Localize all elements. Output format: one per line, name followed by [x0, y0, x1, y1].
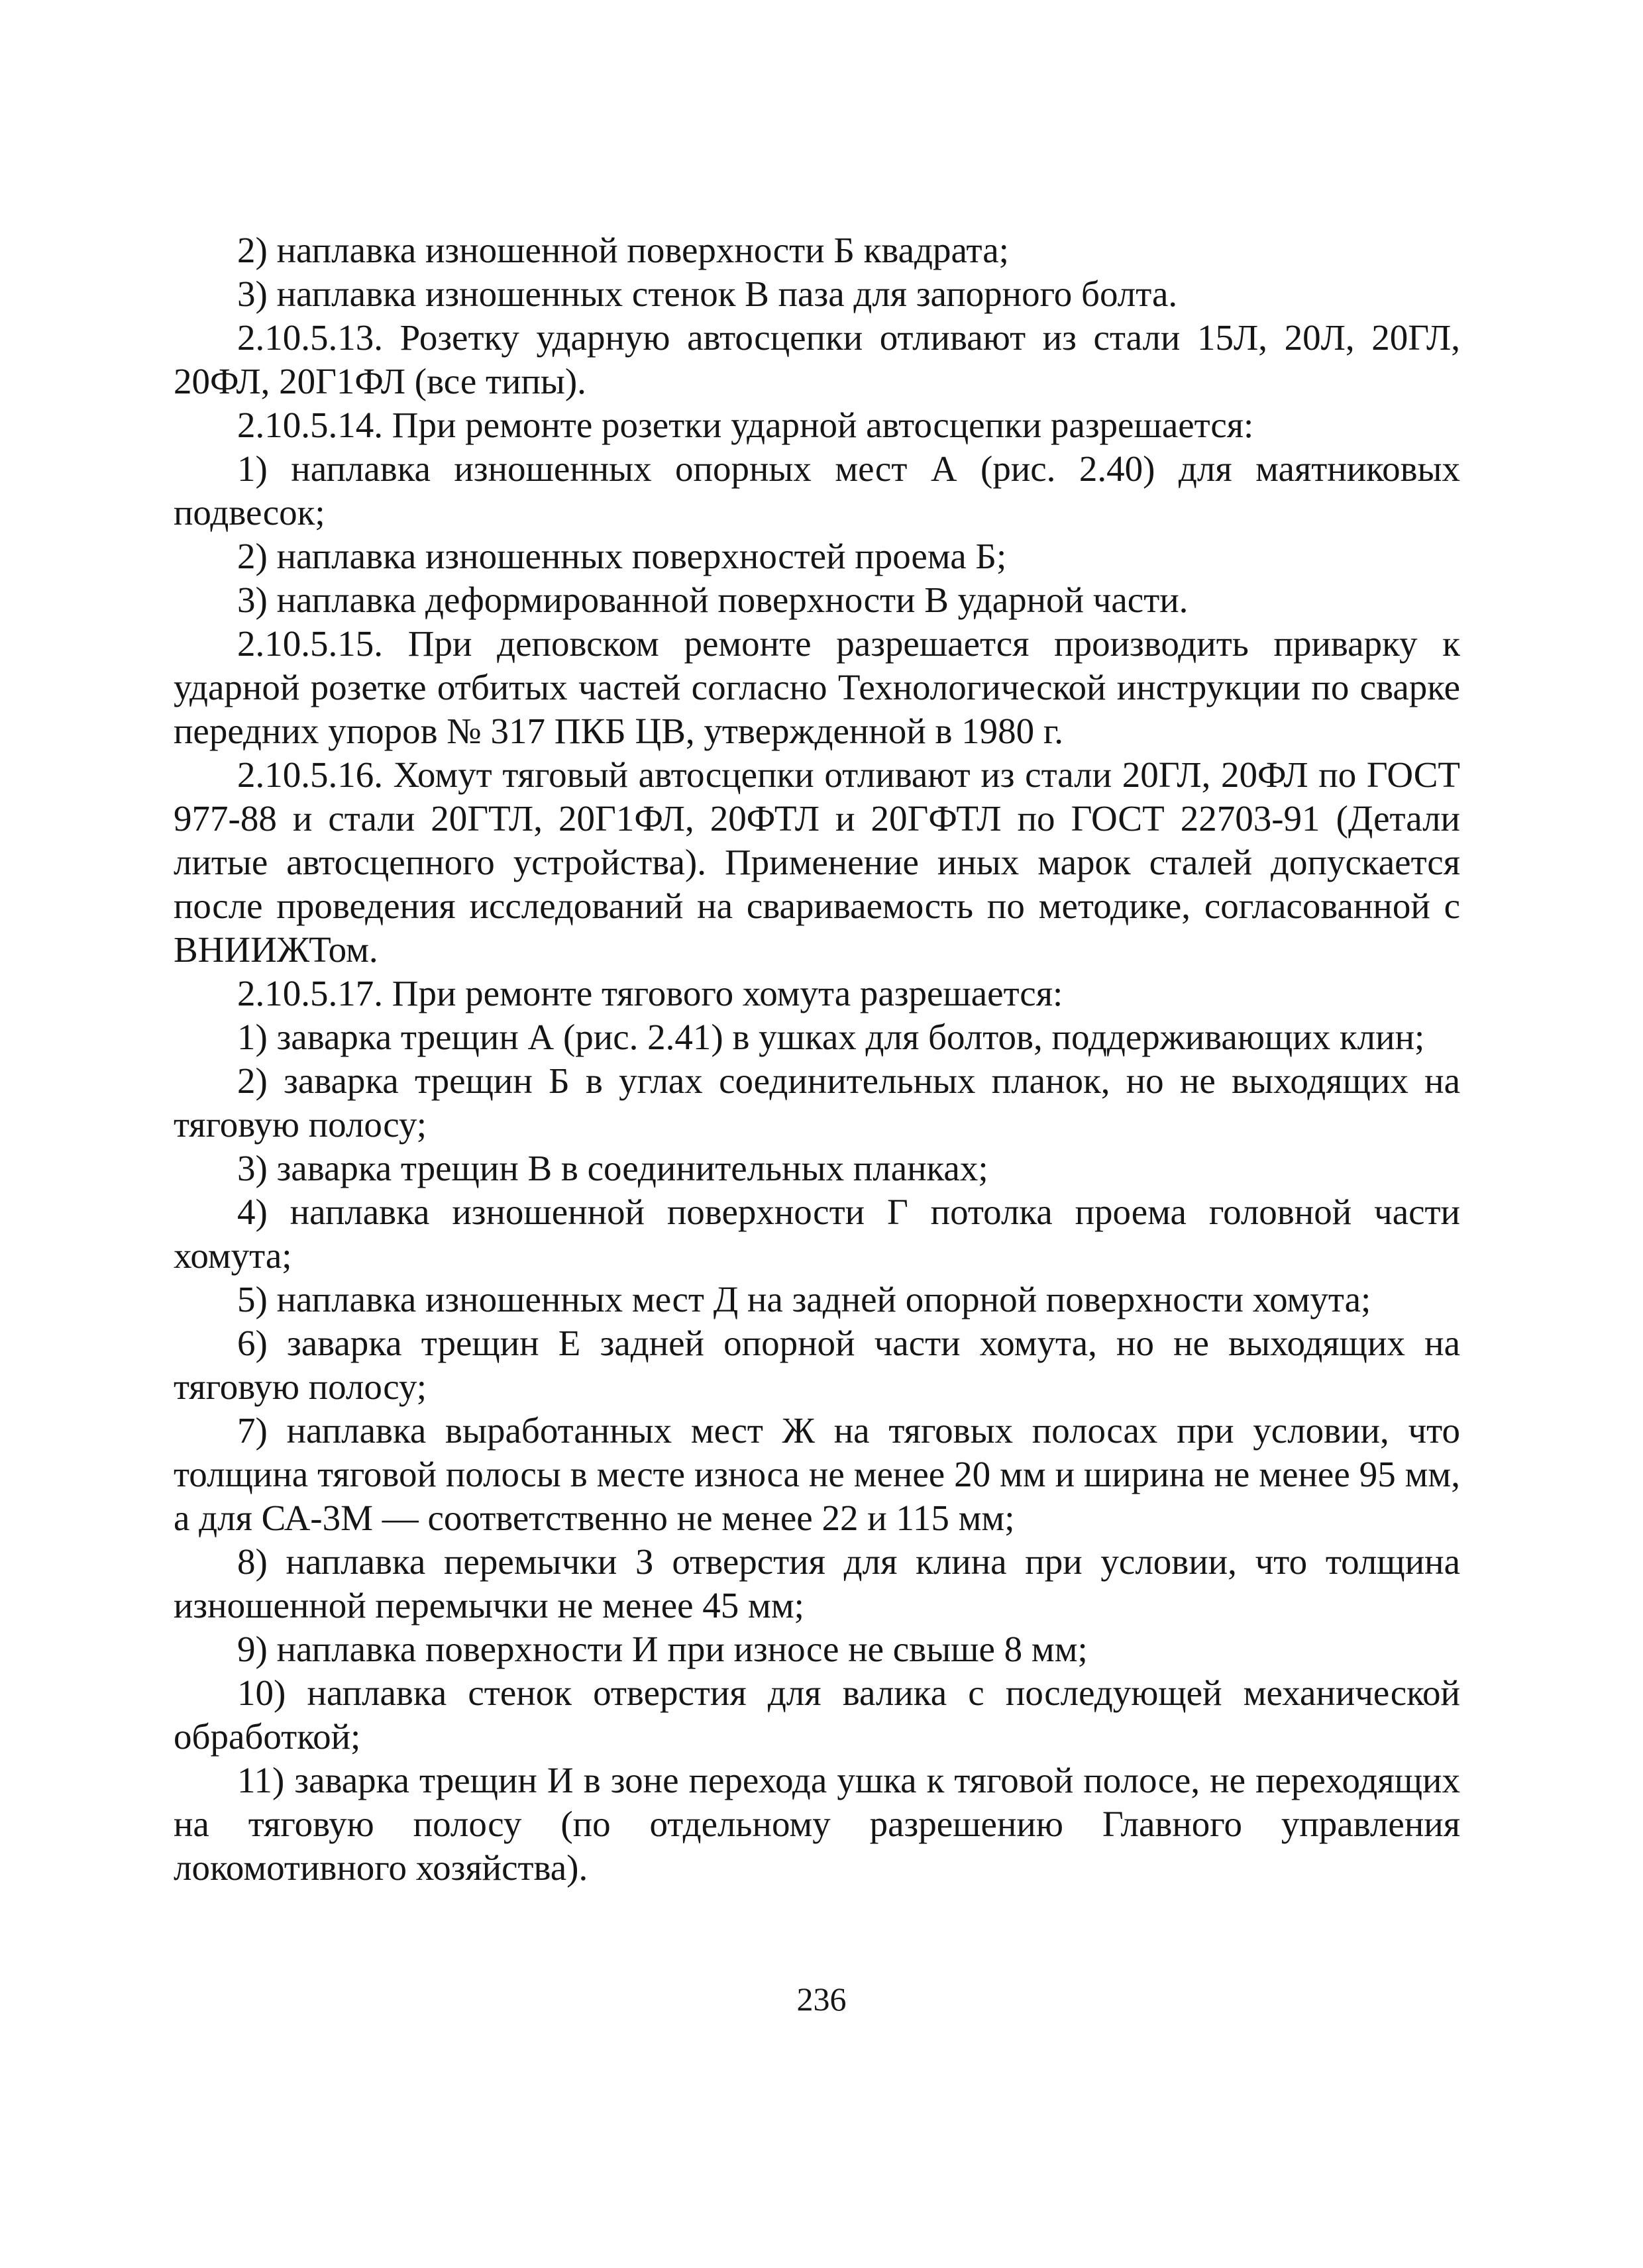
- paragraph: 10) наплавка стенок отверстия для валика с последующей механической обработкой;: [174, 1673, 1460, 1757]
- body-text: [174, 229, 1460, 1890]
- page-number: 236: [796, 1981, 847, 2018]
- paragraph: 2.10.5.17. При ремонте тягового хомута разрешается:: [237, 973, 1063, 1013]
- paragraph: 9) наплавка поверхности И при износе не свыше 8 мм;: [237, 1629, 1088, 1669]
- paragraph: 2.10.5.15. При деповском ремонте разрешается производить приварку к ударной розетке отбитых частей согласно Технологической инструкции по сварке передних упоров № 317 ПКБ ЦВ, утвержденной в 1980 г.: [174, 623, 1460, 751]
- paragraph: 2.10.5.14. При ремонте розетки ударной автосцепки разрешается:: [237, 405, 1254, 445]
- paragraph: 2) заварка трещин Б в углах соединительных планок, но не выходящих на тяговую полосу;: [174, 1060, 1460, 1145]
- paragraph: 1) наплавка изношенных опорных мест А (рис. 2.40) для маятниковых подвесок;: [174, 448, 1460, 533]
- paragraph: 3) наплавка деформированной поверхности В ударной части.: [237, 580, 1189, 620]
- paragraph: 6) заварка трещин Е задней опорной части хомута, но не выходящих на тяговую полосу;: [174, 1323, 1460, 1407]
- paragraph: 8) наплавка перемычки З отверстия для клина при условии, что толщина изношенной перемычки не менее 45 мм;: [174, 1541, 1460, 1625]
- paragraph: 11) заварка трещин И в зоне перехода ушка к тяговой полосе, не переходящих на тяговую полосу (по отдельному разрешению Главного управления локомотивного хозяйства).: [174, 1760, 1460, 1888]
- paragraph: 7) наплавка выработанных мест Ж на тяговых полосах при условии, что толщина тяговой полосы в месте износа не менее 20 мм и ширина не менее 95 мм, а для СА-3М — соответственно не менее 22 и 115 мм;: [174, 1410, 1460, 1538]
- paragraph: 3) наплавка изношенных стенок В паза для запорного болта.: [237, 274, 1178, 314]
- paragraph: 2.10.5.16. Хомут тяговый автосцепки отливают из стали 20ГЛ, 20ФЛ по ГОСТ 977-88 и стали 20ГТЛ, 20Г1ФЛ, 20ФТЛ и 20ГФТЛ по ГОСТ 22703-91 (Детали литые автосцепного устройства). Применение иных марок сталей допускается после проведения исследований на свариваемость по методике, согласованной с ВНИИЖТом.: [174, 754, 1460, 970]
- paragraph: 2) наплавка изношенных поверхностей проема Б;: [237, 536, 1007, 576]
- paragraph: 1) заварка трещин А (рис. 2.41) в ушках для болтов, поддерживающих клин;: [237, 1017, 1425, 1057]
- paragraph: 3) заварка трещин В в соединительных планках;: [237, 1148, 988, 1188]
- paragraph: 2.10.5.13. Розетку ударную автосцепки отливают из стали 15Л, 20Л, 20ГЛ, 20ФЛ, 20Г1ФЛ (все типы).: [174, 317, 1460, 401]
- paragraph: 5) наплавка изношенных мест Д на задней опорной поверхности хомута;: [237, 1279, 1371, 1319]
- paragraph: 2) наплавка изношенной поверхности Б квадрата;: [237, 230, 1009, 270]
- paragraph: 4) наплавка изношенной поверхности Г потолка проема головной части хомута;: [174, 1192, 1460, 1276]
